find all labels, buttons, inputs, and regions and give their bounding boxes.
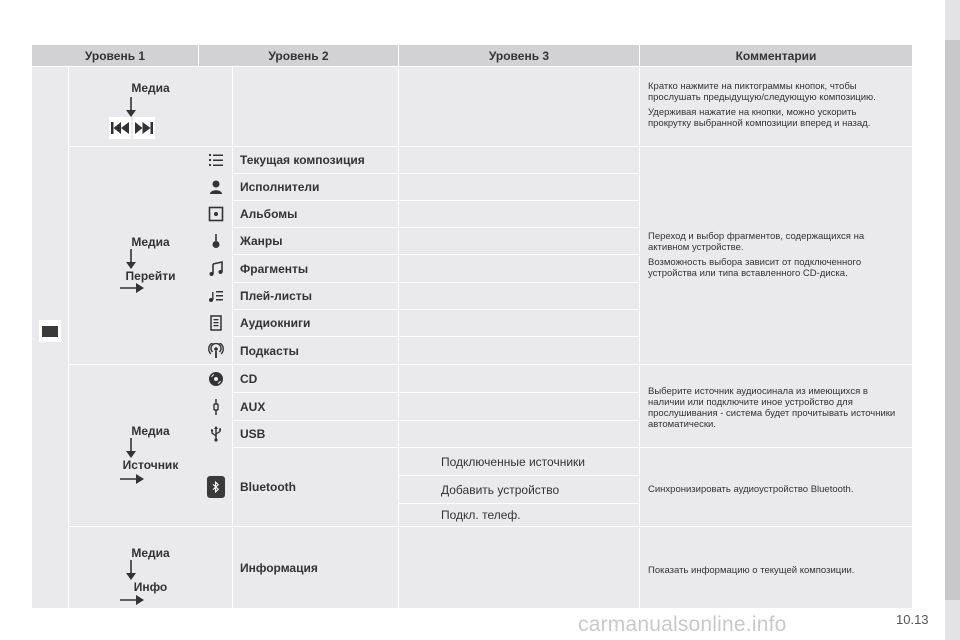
music-note-icon [205,258,227,280]
playlist-icon [205,285,227,307]
nav-word-browse: Перейти [125,269,176,283]
browse-item-label: Аудиокниги [233,310,398,336]
arrow-right-icon [120,282,144,294]
comment-text: Переход и выбор фрагментов, содержащихся на активном устройстве. [648,231,865,253]
info-comment: Показать информацию о текущей композиции. [640,527,912,608]
nav-word-media: Медиа [131,235,170,249]
nav-word-media: Медиа [131,424,170,438]
nav-word-media: Медиа [131,81,170,95]
list-icon [205,149,227,171]
header-level3: Уровень 3 [399,45,639,66]
watermark: carmanualsonline.info [578,613,787,636]
person-icon [205,176,227,198]
browse-icon-cell [199,337,232,364]
browse-level3-empty [399,310,639,336]
info-label: Информация [233,527,398,608]
source-icon-cell [199,393,232,420]
browse-icon-cell [199,147,232,173]
browse-icon-cell [199,201,232,227]
bluetooth-icon [207,476,225,498]
bluetooth-label: Bluetooth [233,448,398,526]
podcast-icon [205,340,227,362]
source-level3-empty [399,421,639,447]
arrow-down-icon [126,560,136,580]
browse-item-label: Фрагменты [233,255,398,282]
media-nav-cell [69,67,232,146]
arrow-down-icon [126,249,136,269]
usb-icon [205,423,227,445]
bluetooth-icon-cell [199,448,232,526]
cd-icon [205,368,227,390]
comment-text: Возможность выбора зависит от подключенного устройства или типа вставленного CD-диска. [648,257,862,279]
browse-icon-cell [199,174,232,200]
browse-level3-empty [399,228,639,254]
browse-item-label: Подкасты [233,337,398,364]
source-icon-cell [199,421,232,447]
level1-cell [32,67,68,608]
browse-icon-cell [199,255,232,282]
arrow-right-icon [120,594,144,606]
nav-word-source: Источник [122,458,179,472]
previous-track-icon [109,117,131,139]
bluetooth-sub-item: Подключенные источники [399,448,639,475]
media-level2-empty [233,67,398,146]
browse-level3-empty [399,174,639,200]
bluetooth-sub-item: Добавить устройство [399,476,639,503]
bluetooth-comment: Синхронизировать аудиоустройство Bluetooth. [640,448,912,526]
page-number: 10.13 [896,612,929,627]
browse-item-label: Исполнители [233,174,398,200]
source-level3-empty [399,393,639,420]
browse-level3-empty [399,283,639,309]
source-icon-cell [199,365,232,392]
browse-level3-empty [399,147,639,173]
browse-level3-empty [399,255,639,282]
source-item-label: AUX [233,393,398,420]
media-level3-empty [399,67,639,146]
browse-icon-cell [199,228,232,254]
source-item-label: USB [233,421,398,447]
bluetooth-sub-item: Подкл. телеф. [399,504,639,526]
header-level2: Уровень 2 [199,45,398,66]
arrow-down-icon [126,97,136,117]
info-icon-cell-empty [199,527,232,608]
nav-word-media: Медиа [131,546,170,560]
aux-icon [205,396,227,418]
source-item-label: CD [233,365,398,392]
arrow-right-icon [120,473,144,485]
media-comment [640,67,912,146]
source-level3-empty [399,365,639,392]
browse-icon-cell [199,283,232,309]
browse-item-label: Плей-листы [233,283,398,309]
comment-text: Кратко нажмите на пиктограммы кнопок, чтобы прослушать предыдущую/следующую композицию. [648,81,876,103]
next-track-icon [133,117,155,139]
info-level3-empty [399,527,639,608]
media-button-icon [39,320,61,342]
browse-item-label: Жанры [233,228,398,254]
browse-item-label: Альбомы [233,201,398,227]
arrow-down-icon [126,438,136,458]
scrollbar-thumb[interactable] [945,40,960,600]
browse-icon-cell [199,310,232,336]
album-icon [205,203,227,225]
browse-level3-empty [399,337,639,364]
header-comments: Комментарии [640,45,912,66]
header-level1: Уровень 1 [32,45,198,66]
comment-text: Удерживая нажатие на кнопки, можно ускорить прокрутку выбранной композиции вперед и назад. [648,107,871,129]
audiobook-icon [205,312,227,334]
page-edge-scrollbar[interactable] [945,0,960,640]
guitar-icon [205,230,227,252]
browse-comment [640,147,912,364]
nav-word-info: Инфо [133,580,168,594]
browse-level3-empty [399,201,639,227]
source-comment: Выберите источник аудиосинала из имеющихся в наличии или подключите иное устройство для прослушивания - система будет прочитывать источники автоматически. [640,365,912,447]
browse-item-label: Текущая композиция [233,147,398,173]
